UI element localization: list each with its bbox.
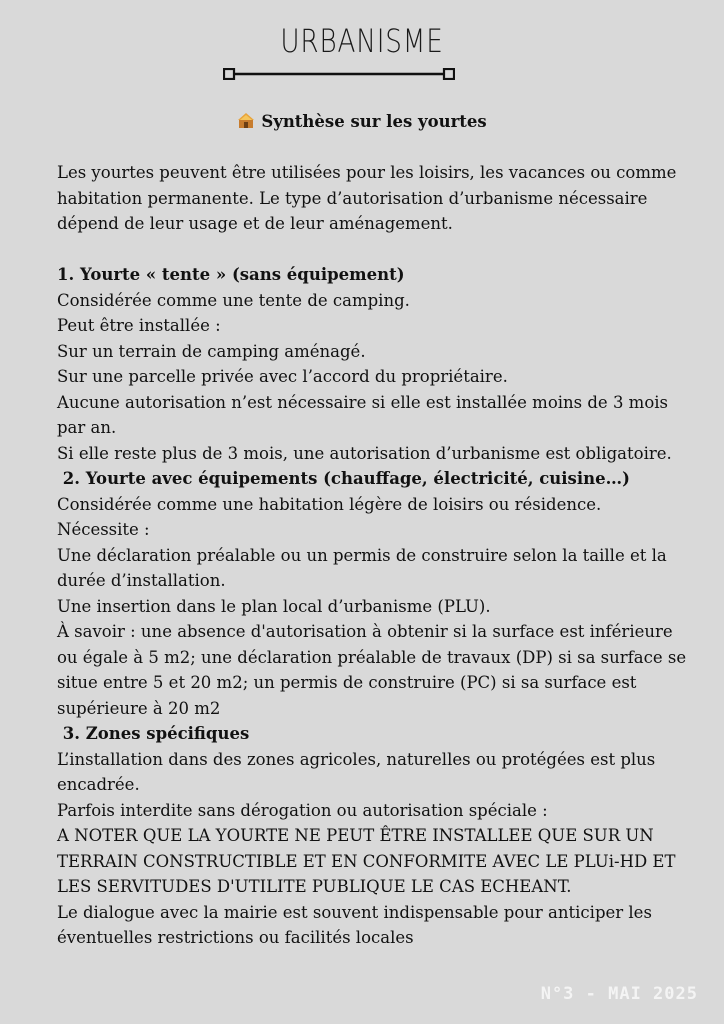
article-body — [57, 160, 697, 951]
section2-line: Une insertion dans le plan local d’urbanisme (PLU). — [57, 596, 491, 616]
section1-line: Considérée comme une tente de camping. — [57, 290, 410, 310]
subtitle-text: Synthèse sur les yourtes — [261, 112, 487, 131]
section2-line: Considérée comme une habitation légère de loisirs ou résidence. — [57, 494, 602, 514]
intro-paragraph: Les yourtes peuvent être utilisées pour les loisirs, les vacances ou comme habitation permanente. Le type d’autorisation d’urbanisme nécessaire dépend de leur usage et de leur aménagement. — [57, 163, 677, 233]
section1-line: Si elle reste plus de 3 mois, une autorisation d’urbanisme est obligatoire. — [57, 443, 672, 463]
section2-line: Une déclaration préalable ou un permis de construire selon la taille et la durée d’installation. — [57, 545, 667, 590]
spacer — [57, 237, 697, 263]
section1-line: Aucune autorisation n’est nécessaire si elle est installée moins de 3 mois par an. — [57, 392, 669, 437]
section3-line: Le dialogue avec la mairie est souvent indispensable pour anticiper les éventuelles restrictions ou facilités locales — [57, 902, 652, 947]
section2-heading: 2. Yourte avec équipements (chauffage, électricité, cuisine…) — [57, 469, 630, 488]
section3-line: L’installation dans des zones agricoles, naturelles ou protégées est plus encadrée. — [57, 749, 656, 794]
title-divider — [223, 68, 455, 80]
subtitle — [0, 112, 724, 131]
section3-line: Parfois interdite sans dérogation ou autorisation spéciale : — [57, 800, 548, 820]
issue-label: N°3 - MAI 2025 — [540, 984, 698, 1004]
hut-icon — [237, 112, 255, 129]
section1-heading: 1. Yourte « tente » (sans équipement) — [57, 265, 405, 284]
section1-line: Peut être installée : — [57, 316, 221, 335]
section3-line: A NOTER QUE LA YOURTE NE PEUT ÊTRE INSTALLEE QUE SUR UN TERRAIN CONSTRUCTIBLE ET EN CONFORMITE AVEC LE PLUi-HD ET LES SERVITUDES D'UTILITE PUBLIQUE LE CAS ECHEANT. — [57, 826, 676, 896]
section1-line: Sur une parcelle privée avec l’accord du propriétaire. — [57, 367, 508, 386]
section1-line: Sur un terrain de camping aménagé. — [57, 341, 366, 361]
section2-line: Nécessite : — [57, 520, 150, 539]
section3-heading: 3. Zones spécifiques — [57, 724, 250, 743]
section2-line: À savoir : une absence d'autorisation à obtenir si la surface est inférieure ou égale à 5 m2; une déclaration préalable de travaux (DP) si sa surface se situe entre 5 et 20 m2; un permis de construire (PC) si sa surface est supérieure à 20 m2 — [57, 622, 687, 718]
page-title: URBANISME — [280, 22, 444, 60]
